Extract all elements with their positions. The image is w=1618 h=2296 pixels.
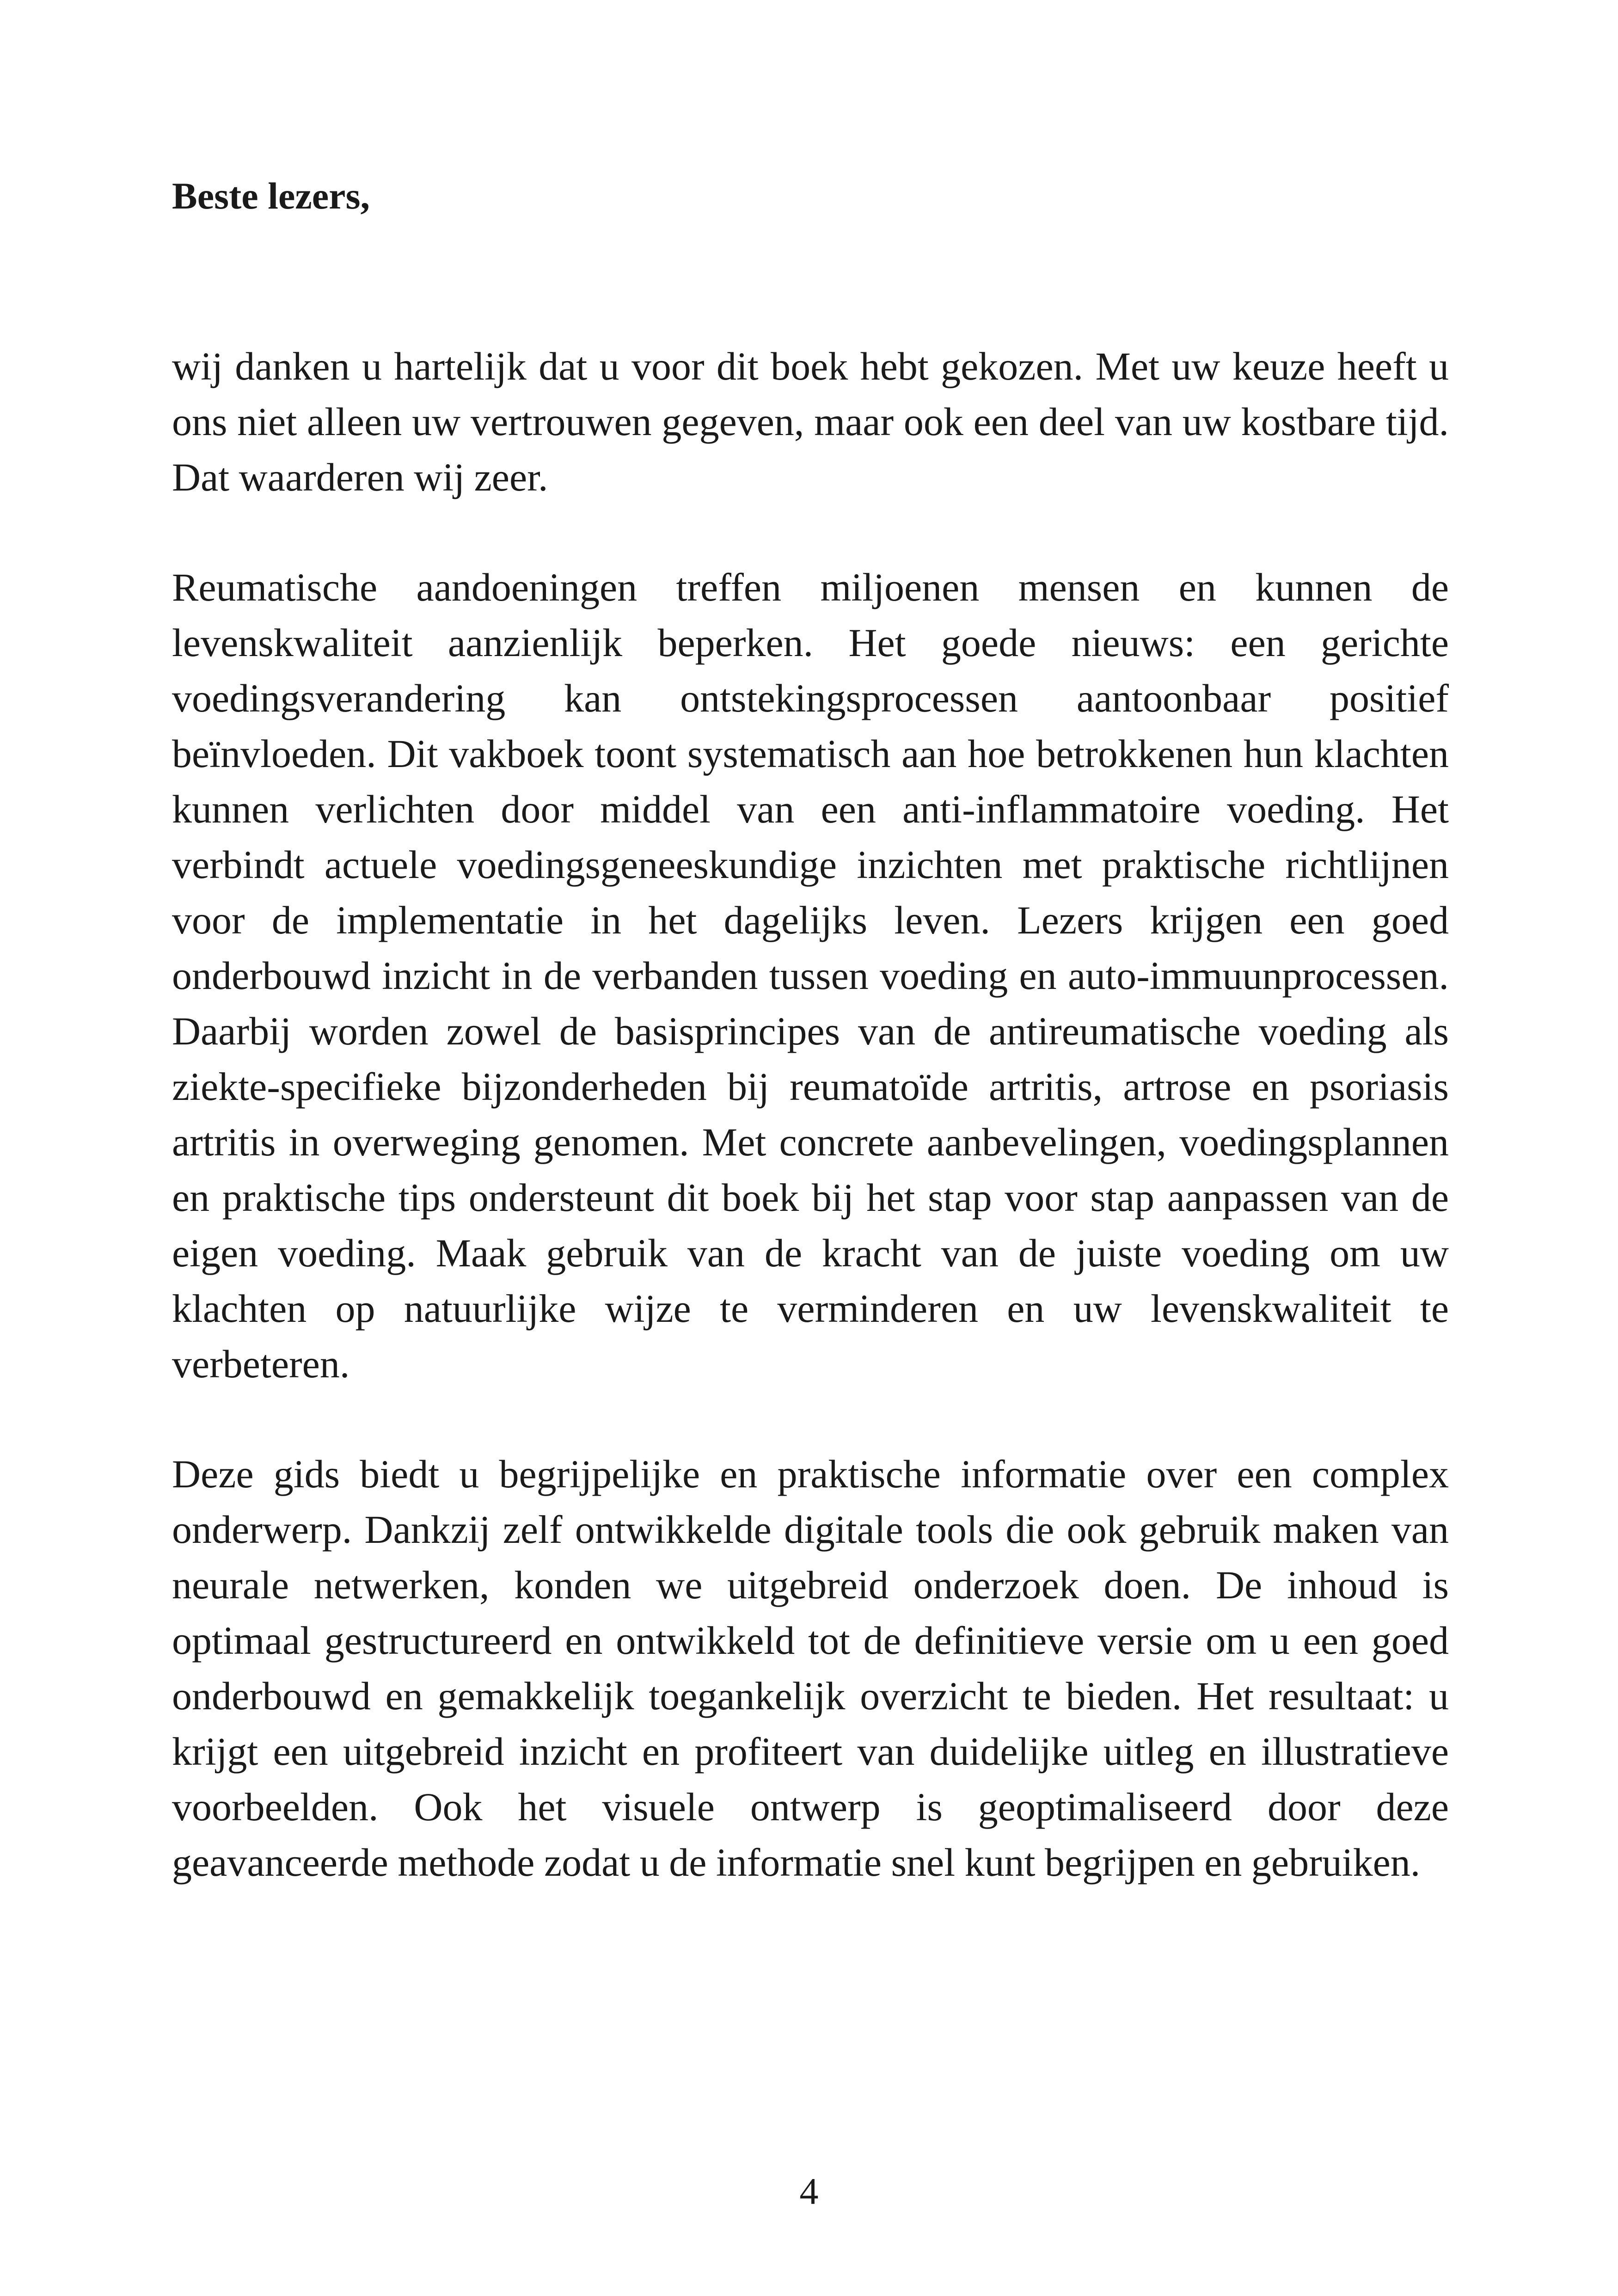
paragraph-guide: Deze gids biedt u begrijpelijke en praktische informatie over een complex onderwerp. Dankzij zelf ontwikkelde digitale tools die ook gebruik maken van neurale netwerken, konden we uitgebreid onderzoek doen. De inhoud is optimaal gestructureerd en ontwikkeld tot de definitieve versie om u een goed onderbouwd en gemakkelijk toegankelijk overzicht te bieden. Het resultaat: u krijgt een uitgebreid inzicht en profiteert van duidelijke uitleg en illustratieve voorbeelden. Ook het visuele ontwerp is geoptimaliseerd door deze geavanceerde methode zodat u de informatie snel kunt begrijpen en gebruiken. <box>172 1452 1449 1885</box>
body-text <box>172 338 1449 1945</box>
paragraph-thanks: wij danken u hartelijk dat u voor dit boek hebt gekozen. Met uw keuze heeft u ons niet alleen uw vertrouwen gegeven, maar ook een deel van uw kostbare tijd. Dat waarderen wij zeer. <box>172 344 1449 499</box>
page-number: 4 <box>799 2170 819 2212</box>
paragraph-rheumatism: Reumatische aandoeningen treffen miljoenen mensen en kunnen de levenskwaliteit aanzienlijk beperken. Het goede nieuws: een gerichte voedingsverandering kan ontstekingsprocessen aantoonbaar positief beïnvloeden. Dit vakboek toont systematisch aan hoe betrokkenen hun klachten kunnen verlichten door middel van een anti-inflammatoire voeding. Het verbindt actuele voedingsgeneeskundige inzichten met praktische richtlijnen voor de implementatie in het dagelijks leven. Lezers krijgen een goed onderbouwd inzicht in de verbanden tussen voeding en auto-immuunprocessen. Daarbij worden zowel de basisprincipes van de antireumatische voeding als ziekte-specifieke bijzonderheden bij reumatoïde artritis, artrose en psoriasis artritis in overweging genomen. Met concrete aanbevelingen, voedingsplannen en praktische tips ondersteunt dit boek bij het stap voor stap aanpassen van de eigen voeding. Maak gebruik van de kracht van de juiste voeding om uw klachten op natuurlijke wijze te verminderen en uw levenskwaliteit te verbeteren. <box>172 565 1449 1386</box>
salutation-heading: Beste lezers, <box>172 175 370 217</box>
